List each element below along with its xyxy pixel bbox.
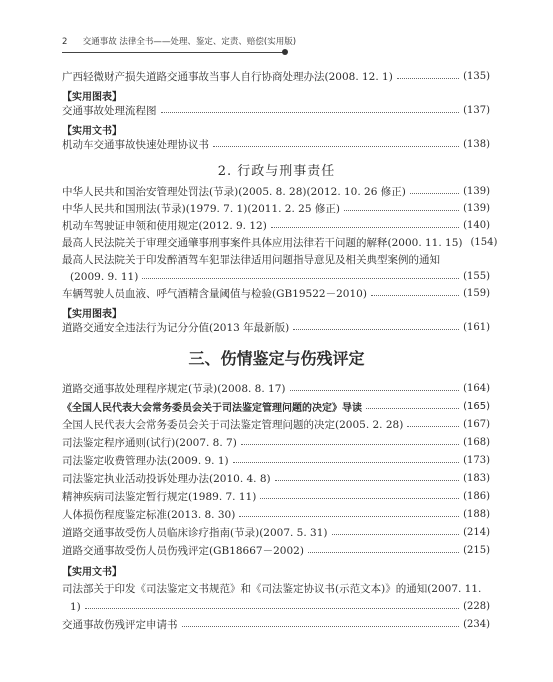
toc-leader [407,426,459,427]
toc-entry-page: (228) [463,601,490,612]
toc-entry [62,251,440,268]
tag-practical-chart: 【实用图表】 [62,92,122,103]
toc-entry-title: 机动车交通事故快速处理协议书 [62,139,209,151]
toc-entry-guide [62,398,490,415]
toc-entry-page: (159) [463,288,490,299]
toc-leader [308,552,459,553]
header-rule [62,52,284,53]
toc-entry [62,470,490,487]
toc-entry [62,200,490,217]
toc-entry-page: (164) [463,383,490,394]
toc-leader [332,534,460,535]
toc-entry-title: 道路交通事故受伤人员伤残评定(GB18667－2002) [62,545,304,557]
toc-entry-title: 交通事故处理流程图 [62,105,157,117]
toc-entry [62,136,490,153]
toc-leader [397,78,459,79]
toc-entry-title: 司法鉴定程序通则(试行)(2007. 8. 7) [62,437,237,449]
toc-entry [62,452,490,469]
running-title: 交通事故 法律全书——处理、鉴定、定责、赔偿(实用版) [82,37,297,47]
toc-entry-page: (215) [463,545,490,556]
toc-leader [182,626,460,627]
toc-entry-page: (155) [463,271,490,282]
page-number: 2 [62,37,68,47]
toc-entry-title: 司法鉴定收费管理办法(2009. 9. 1) [62,455,229,467]
toc-entry-page: (140) [463,220,490,231]
toc-entry-title: 中华人民共和国治安管理处罚法(节录)(2005. 8. 28)(2012. 10. 26 修正) [62,186,406,198]
toc-leader [260,498,459,499]
toc-entry-page: (154) [470,237,498,248]
toc-entry-page: (183) [463,473,490,484]
toc-entry-title: 中华人民共和国刑法(节录)(1979. 7. 1)(2011. 2. 25 修正) [62,203,340,215]
toc-entry [62,102,490,119]
toc-entry [62,380,490,397]
toc-leader [161,112,460,113]
toc-entry [62,285,490,302]
toc-leader [213,146,459,147]
toc-entry [62,580,481,597]
toc-entry [62,416,490,433]
tag-practical-document: 【实用文书】 [62,126,122,137]
toc-entry [62,542,490,559]
toc-leader [239,516,459,517]
toc-entry-title: 广西轻微财产损失道路交通事故当事人自行协商处理办法(2008. 12. 1) [62,71,393,83]
toc-entry-title: 精神疾病司法鉴定暂行规定(1989. 7. 11) [62,491,257,503]
toc-entry-page: (138) [463,139,490,150]
toc-leader [344,210,459,211]
section-heading: 2. 行政与刑事责任 [217,164,336,179]
toc-entry-title: 全国人民代表大会常务委员会关于司法鉴定管理问题的决定(2005. 2. 28) [62,419,404,431]
toc-entry-title: 交通事故伤残评定申请书 [62,619,178,631]
toc-leader [275,480,459,481]
toc-entry [62,68,490,85]
toc-leader [290,390,460,391]
toc-entry-page: (139) [463,186,490,197]
toc-entry-continuation [70,268,490,285]
toc-leader [85,608,459,609]
toc-entry-title: 1) [70,600,81,613]
toc-entry-title: 道路交通事故处理程序规定(节录)(2008. 8. 17) [62,383,286,395]
toc-entry-title: 《全国人民代表大会常务委员会关于司法鉴定管理问题的决定》导读 [62,403,362,414]
toc-entry-page: (186) [463,491,490,502]
toc-entry-title: 最高人民法院关于审理交通肇事刑事案件具体应用法律若干问题的解释(2000. 11. 15) [62,237,463,249]
toc-leader [271,227,459,228]
toc-entry [62,488,490,505]
toc-entry-page: (173) [463,455,490,466]
toc-entry-title: 车辆驾驶人员血液、呼气酒精含量阈值与检验(GB19522－2010) [62,288,367,300]
toc-entry-page: (167) [463,419,490,430]
toc-entry-title: 道路交通事故受伤人员临床诊疗指南(节录)(2007. 5. 31) [62,527,328,539]
toc-entry [62,616,490,633]
toc-leader [233,462,459,463]
toc-entry-page: (165) [463,401,490,412]
toc-leader [371,295,459,296]
toc-entry-title: 道路交通安全违法行为记分分值(2013 年最新版) [62,322,290,334]
toc-entry-title: 机动车驾驶证申领和使用规定(2012. 9. 12) [62,220,267,232]
toc-entry [62,524,490,541]
toc-leader [366,408,459,409]
toc-entry-page: (137) [463,105,490,116]
toc-entry [62,183,490,200]
section-heading: 三、伤情鉴定与伤残评定 [188,349,365,368]
toc-entry [62,506,490,523]
toc-entry-title: 最高人民法院关于印发醉酒驾车犯罪法律适用问题指导意见及相关典型案例的通知 [62,254,440,266]
toc-entry-title: 人体损伤程度鉴定标准(2013. 8. 30) [62,509,236,521]
toc-entry [62,234,498,251]
toc-leader [142,278,459,279]
toc-entry-page: (139) [463,203,490,214]
toc-entry-page: (234) [463,619,490,630]
tag-practical-document: 【实用文书】 [62,567,122,578]
toc-entry [62,217,490,234]
toc-entry-page: (161) [463,322,490,333]
toc-leader [293,329,459,330]
toc-entry-title: (2009. 9. 11) [70,270,139,283]
toc-entry [62,319,490,336]
toc-entry-page: (188) [463,509,490,520]
tag-practical-chart: 【实用图表】 [62,309,122,320]
toc-entry [62,434,490,451]
toc-entry-title: 司法鉴定执业活动投诉处理办法(2010. 4. 8) [62,473,271,485]
header-rule-dot [282,49,288,55]
toc-entry-page: (168) [463,437,490,448]
toc-leader [410,193,459,194]
running-header [62,35,296,47]
toc-entry-page: (135) [463,71,490,82]
toc-entry-page: (214) [463,527,490,538]
toc-leader [241,444,459,445]
toc-entry-continuation [70,598,490,615]
toc-entry-title: 司法部关于印发《司法鉴定文书规范》和《司法鉴定协议书(示范文本)》的通知(2007. 11. [62,583,482,595]
